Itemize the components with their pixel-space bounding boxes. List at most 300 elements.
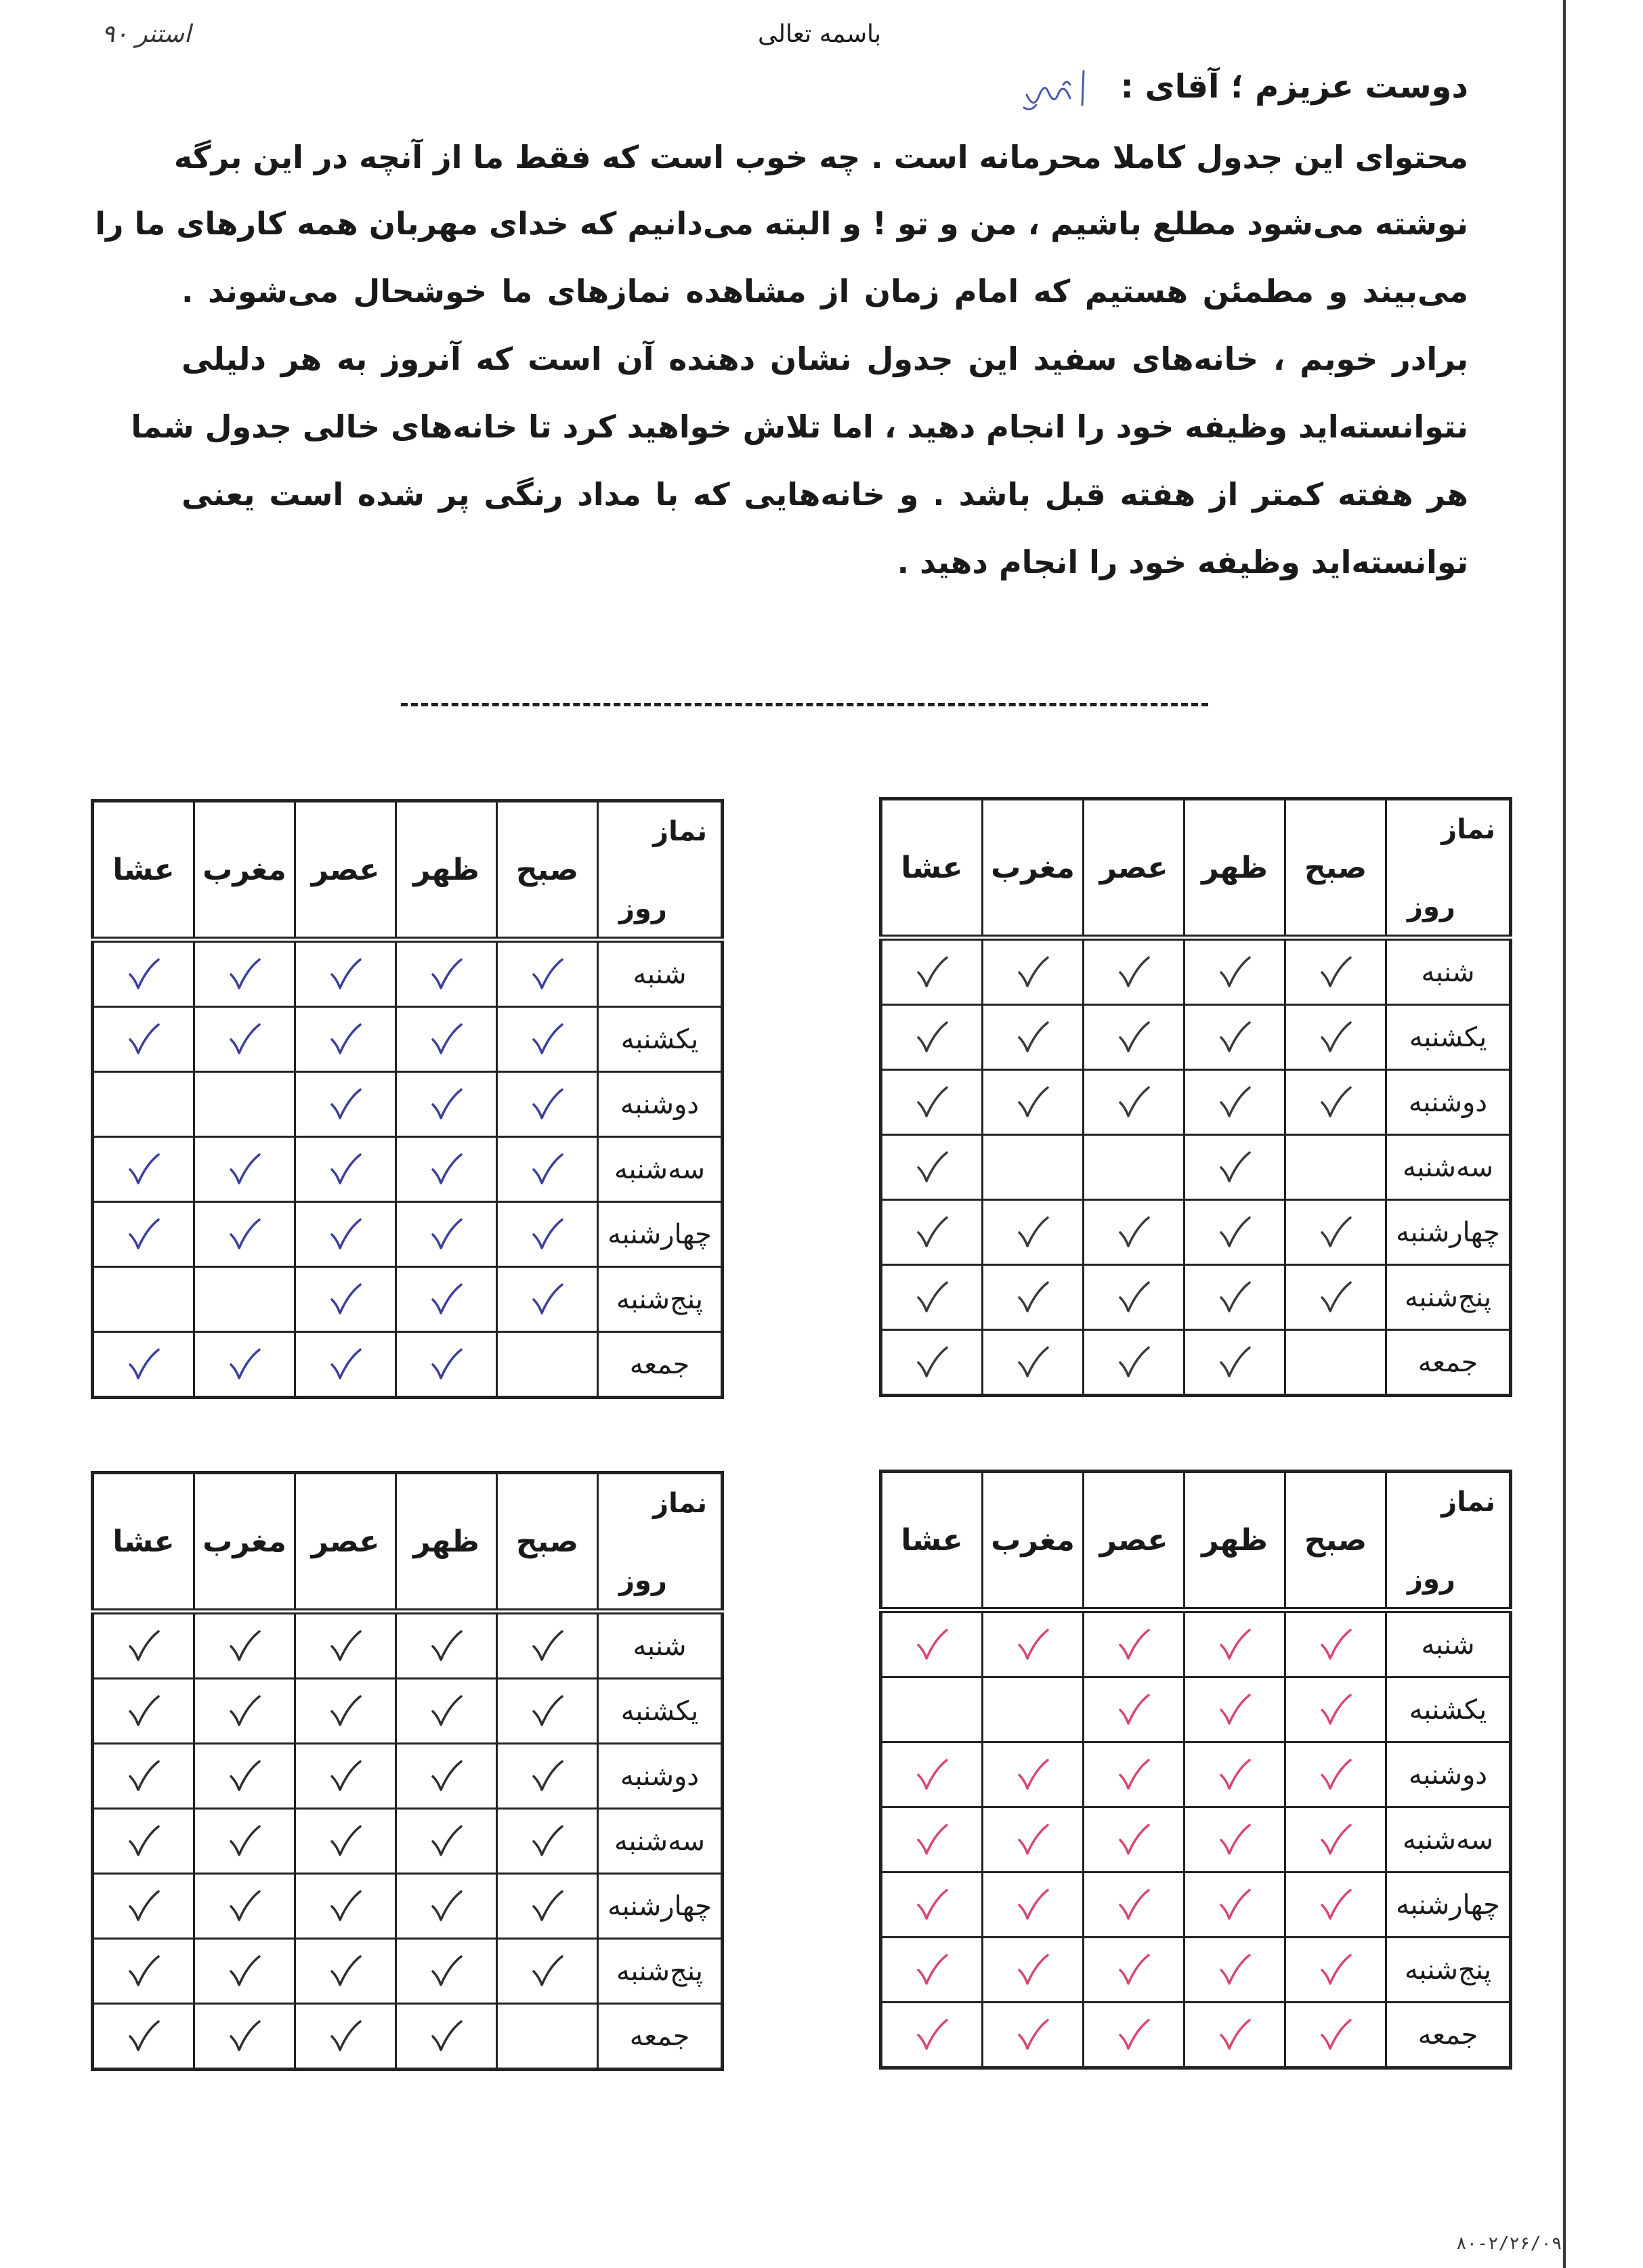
check-mark-icon [912,1885,952,1925]
table-row [93,1744,723,1809]
check-mark-icon [325,1149,366,1190]
prayer-mark-cell [983,2003,1084,2068]
table-row [93,1809,723,1874]
day-label-cell: دوشنبه [1386,1070,1511,1135]
check-mark-icon [1113,1625,1154,1665]
check-mark-icon [1113,1342,1154,1383]
table-row [93,1679,723,1744]
prayer-mark-cell [93,1874,194,1939]
day-label-cell: چهارشنبه [1386,1873,1511,1938]
prayer-mark-cell [1285,1265,1386,1330]
table-row [93,1202,723,1267]
day-label-cell: شنبه [598,1612,723,1679]
prayer-mark-cell [881,1200,983,1265]
prayer-mark-cell [497,940,598,1007]
prayer-mark-cell [983,1610,1084,1677]
prayer-mark-cell [295,1939,396,2004]
prayer-mark-cell [881,2003,983,2068]
check-mark-icon [325,1626,366,1667]
day-label-cell: سه‌شنبه [598,1809,723,1874]
check-mark-icon [527,1756,568,1797]
prayer-mark-cell [1285,1200,1386,1265]
prayer-mark-cell [497,2004,598,2070]
check-mark-icon [1113,1885,1154,1925]
prayer-mark-cell [1285,2003,1386,2068]
prayer-mark-cell [295,1267,396,1332]
day-label-cell: یکشنبه [598,1007,723,1072]
check-mark-icon [527,1951,568,1992]
check-mark-icon [1315,1277,1356,1318]
check-mark-icon [224,1886,265,1927]
check-mark-icon [912,2015,952,2055]
day-label-cell: دوشنبه [598,1072,723,1137]
prayer-mark-cell [1185,1677,1285,1742]
table-row [881,1610,1511,1677]
check-mark-icon [325,2016,366,2057]
day-label-cell: سه‌شنبه [1386,1807,1511,1873]
check-mark-icon [1113,1017,1154,1058]
table-row [93,1072,723,1137]
prayer-mark-cell [881,1807,983,1873]
check-mark-icon [1012,1082,1053,1123]
prayer-mark-cell [1185,1938,1285,2003]
prayer-mark-cell [1185,1610,1285,1677]
prayer-mark-cell [881,938,983,1005]
check-mark-icon [912,1950,952,1990]
corner-header-cell [598,1473,723,1612]
prayer-mark-cell [1084,2003,1185,2068]
prayer-mark-cell [396,1007,497,1072]
prayer-mark-cell [194,1612,295,1679]
table-row [881,1677,1511,1742]
prayer-mark-cell [1285,1677,1386,1742]
check-mark-icon [325,1084,366,1125]
paragraph-line-4: برادر خوبم ، خانه‌های سفید این جدول نشان دهنده آن است که آنروز به هر دلیلی [182,341,1468,377]
check-mark-icon [1214,1820,1255,1860]
prayer-mark-cell [497,1939,598,2004]
check-mark-icon [1113,1277,1154,1318]
check-mark-icon [1012,1950,1053,1990]
check-mark-icon [1214,1885,1255,1925]
handwritten-page-number: استنر ۹۰ [102,20,191,48]
prayer-header-cell: صبح [497,801,598,940]
check-mark-icon [224,1756,265,1797]
page-header-title: باسمه تعالی [757,20,882,48]
day-label-cell: سه‌شنبه [598,1137,723,1202]
prayer-mark-cell [983,1938,1084,2003]
check-mark-icon [1214,1147,1255,1188]
prayer-table-bottom-left [91,1471,724,2071]
day-label-cell: یکشنبه [1386,1677,1511,1742]
check-mark-icon [426,1756,467,1797]
day-label-cell: چهارشنبه [598,1874,723,1939]
check-mark-icon [325,1756,366,1797]
check-mark-icon [1214,1950,1255,1990]
check-mark-icon [1113,1690,1154,1730]
check-mark-icon [426,1886,467,1927]
check-mark-icon [1315,1755,1356,1795]
table-row [93,2004,723,2070]
check-mark-icon [325,1214,366,1255]
prayer-mark-cell [881,1873,983,1938]
check-mark-icon [123,1821,164,1862]
prayer-mark-cell [1285,1938,1386,2003]
prayer-header-cell: عصر [295,801,396,940]
check-mark-icon [1315,2015,1356,2055]
prayer-mark-cell [881,1135,983,1200]
handwritten-name-signature [1016,64,1090,119]
prayer-mark-cell [194,940,295,1007]
prayer-mark-cell [194,1202,295,1267]
prayer-mark-cell [396,1612,497,1679]
check-mark-icon [426,1279,467,1320]
prayer-mark-cell [1285,1330,1386,1396]
prayer-mark-cell [295,1137,396,1202]
day-label-cell: شنبه [1386,938,1511,1005]
check-mark-icon [1012,1277,1053,1318]
check-mark-icon [527,1886,568,1927]
check-mark-icon [527,1626,568,1667]
prayer-mark-cell [1185,1265,1285,1330]
corner-label-day: روز [619,1565,667,1596]
prayer-header-cell: عشا [93,1473,194,1612]
check-mark-icon [1012,1820,1053,1860]
prayer-mark-cell [295,1744,396,1809]
check-mark-icon [912,952,952,993]
check-mark-icon [224,1344,265,1385]
check-mark-icon [1113,1755,1154,1795]
prayer-mark-cell [194,1007,295,1072]
paragraph-line-1: محتوای این جدول کاملا محرمانه است . چه خوب است که فقط ما از آنچه در این برگه [173,139,1468,175]
prayer-mark-cell [396,940,497,1007]
check-mark-icon [527,1214,568,1255]
prayer-mark-cell [93,1612,194,1679]
prayer-mark-cell [1084,1610,1185,1677]
check-mark-icon [224,1019,265,1060]
check-mark-icon [1214,1342,1255,1383]
prayer-mark-cell [396,1679,497,1744]
prayer-mark-cell [1185,2003,1285,2068]
check-mark-icon [1214,1625,1255,1665]
prayer-mark-cell [93,1939,194,2004]
prayer-mark-cell [497,1332,598,1398]
prayer-header-cell: عصر [1084,1472,1185,1610]
day-label-cell: پنج‌شنبه [1386,1265,1511,1330]
check-mark-icon [1214,2015,1255,2055]
prayer-mark-cell [497,1007,598,1072]
check-mark-icon [224,2016,265,2057]
check-mark-icon [527,1149,568,1190]
prayer-mark-cell [1285,938,1386,1005]
table-row [881,1938,1511,2003]
check-mark-icon [426,1084,467,1125]
greeting-line: دوست عزیزم ؛ آقای : [1120,68,1468,106]
prayer-mark-cell [396,1137,497,1202]
table-row [93,1267,723,1332]
prayer-mark-cell [983,1135,1084,1200]
check-mark-icon [224,1951,265,1992]
check-mark-icon [1113,1082,1154,1123]
prayer-header-cell: ظهر [1185,1472,1285,1610]
prayer-mark-cell [983,1330,1084,1396]
table-row [93,1007,723,1072]
check-mark-icon [426,954,467,995]
prayer-mark-cell [295,1007,396,1072]
check-mark-icon [325,1344,366,1385]
check-mark-icon [1012,1212,1053,1253]
prayer-mark-cell [93,940,194,1007]
day-label-cell: جمعه [1386,2003,1511,2068]
check-mark-icon [325,1691,366,1732]
prayer-mark-cell [1084,1070,1185,1135]
table-row [881,1135,1511,1200]
check-mark-icon [123,1886,164,1927]
prayer-mark-cell [396,1072,497,1137]
prayer-mark-cell [93,1744,194,1809]
table-row [881,1265,1511,1330]
check-mark-icon [527,1019,568,1060]
prayer-mark-cell [1185,1005,1285,1070]
prayer-mark-cell [881,1265,983,1330]
check-mark-icon [325,954,366,995]
check-mark-icon [426,1626,467,1667]
prayer-mark-cell [497,1679,598,1744]
check-mark-icon [1315,952,1356,993]
prayer-mark-cell [396,1874,497,1939]
prayer-mark-cell [497,1874,598,1939]
prayer-header-cell: مغرب [983,799,1084,938]
check-mark-icon [1012,1755,1053,1795]
check-mark-icon [123,1756,164,1797]
prayer-mark-cell [497,1744,598,1809]
prayer-mark-cell [497,1072,598,1137]
prayer-mark-cell [881,1070,983,1135]
check-mark-icon [426,1149,467,1190]
day-label-cell: چهارشنبه [598,1202,723,1267]
prayer-mark-cell [497,1612,598,1679]
prayer-mark-cell [1084,938,1185,1005]
check-mark-icon [123,954,164,995]
prayer-mark-cell [93,1202,194,1267]
prayer-mark-cell [1285,1807,1386,1873]
check-mark-icon [224,954,265,995]
check-mark-icon [1012,952,1053,993]
dashed-divider [401,703,1208,706]
prayer-mark-cell [194,2004,295,2070]
prayer-mark-cell [396,1332,497,1398]
check-mark-icon [1315,1082,1356,1123]
check-mark-icon [426,1214,467,1255]
prayer-mark-cell [881,1938,983,2003]
prayer-mark-cell [1084,1677,1185,1742]
check-mark-icon [123,1149,164,1190]
prayer-mark-cell [983,1070,1084,1135]
check-mark-icon [1315,1212,1356,1253]
table-row [881,938,1511,1005]
page-border [1563,0,1566,2268]
check-mark-icon [912,1017,952,1058]
check-mark-icon [224,1691,265,1732]
prayer-mark-cell [1185,1873,1285,1938]
prayer-mark-cell [497,1267,598,1332]
prayer-mark-cell [881,1742,983,1807]
check-mark-icon [1214,1690,1255,1730]
check-mark-icon [224,1626,265,1667]
paragraph-line-6: هر هفته کمتر از هفته قبل باشد . و خانه‌هایی که با مداد رنگی پر شده است یعنی [182,476,1468,513]
check-mark-icon [1012,1885,1053,1925]
table-header-row [93,801,723,940]
check-mark-icon [912,1820,952,1860]
check-mark-icon [527,954,568,995]
prayer-mark-cell [881,1005,983,1070]
prayer-mark-cell [396,1809,497,1874]
prayer-header-cell: ظهر [396,1473,497,1612]
prayer-mark-cell [93,1809,194,1874]
check-mark-icon [1214,1277,1255,1318]
day-label-cell: یکشنبه [1386,1005,1511,1070]
check-mark-icon [1113,1820,1154,1860]
table-row [881,1005,1511,1070]
prayer-header-cell: عصر [295,1473,396,1612]
prayer-mark-cell [1185,1200,1285,1265]
corner-label-prayer: نماز [1441,814,1495,845]
check-mark-icon [912,1625,952,1665]
table-row [93,1874,723,1939]
corner-header-cell [1386,1472,1511,1610]
prayer-mark-cell [93,1072,194,1137]
day-label-cell: جمعه [598,1332,723,1398]
check-mark-icon [123,1951,164,1992]
check-mark-icon [1214,1755,1255,1795]
check-mark-icon [1012,2015,1053,2055]
prayer-mark-cell [1185,1070,1285,1135]
prayer-mark-cell [1185,1330,1285,1396]
check-mark-icon [912,1277,952,1318]
prayer-header-cell: مغرب [194,801,295,940]
prayer-mark-cell [1084,1135,1185,1200]
prayer-mark-cell [194,1809,295,1874]
check-mark-icon [1315,1950,1356,1990]
prayer-header-cell: عشا [881,799,983,938]
check-mark-icon [123,1214,164,1255]
prayer-mark-cell [497,1809,598,1874]
corner-label-day: روز [1407,891,1455,922]
prayer-mark-cell [93,1332,194,1398]
prayer-mark-cell [983,1873,1084,1938]
prayer-header-cell: ظهر [396,801,497,940]
check-mark-icon [224,1214,265,1255]
check-mark-icon [1012,1625,1053,1665]
table-row [881,1330,1511,1396]
table-header-row [881,1472,1511,1610]
prayer-header-cell: عصر [1084,799,1185,938]
prayer-mark-cell [983,1200,1084,1265]
check-mark-icon [1315,1885,1356,1925]
table-header-row [881,799,1511,938]
prayer-header-cell: عشا [881,1472,983,1610]
check-mark-icon [123,1626,164,1667]
table-row [881,1742,1511,1807]
table-row [881,2003,1511,2068]
check-mark-icon [123,1019,164,1060]
prayer-mark-cell [93,1137,194,1202]
prayer-header-cell: صبح [1285,1472,1386,1610]
paragraph-line-3: می‌بیند و مطمئن هستیم که امام زمان از مشاهده نمازهای ما خوشحال می‌شوند . [182,273,1468,309]
check-mark-icon [527,1084,568,1125]
check-mark-icon [426,1691,467,1732]
check-mark-icon [426,1951,467,1992]
prayer-header-cell: صبح [1285,799,1386,938]
prayer-mark-cell [194,1267,295,1332]
check-mark-icon [1214,1082,1255,1123]
check-mark-icon [1113,2015,1154,2055]
day-label-cell: چهارشنبه [1386,1200,1511,1265]
corner-label-prayer: نماز [1441,1486,1495,1518]
table-row [881,1873,1511,1938]
prayer-mark-cell [1084,1742,1185,1807]
prayer-mark-cell [93,2004,194,2070]
corner-label-day: روز [1407,1564,1455,1595]
prayer-header-cell: مغرب [983,1472,1084,1610]
prayer-mark-cell [1084,1200,1185,1265]
check-mark-icon [912,1755,952,1795]
corner-label-day: روز [619,893,667,924]
prayer-mark-cell [1285,1070,1386,1135]
check-mark-icon [527,1279,568,1320]
check-mark-icon [1012,1017,1053,1058]
day-label-cell: شنبه [598,940,723,1007]
table-row [881,1807,1511,1873]
day-label-cell: پنج‌شنبه [598,1939,723,2004]
prayer-mark-cell [396,1267,497,1332]
check-mark-icon [1315,1690,1356,1730]
check-mark-icon [1315,1017,1356,1058]
check-mark-icon [1214,1017,1255,1058]
prayer-mark-cell [93,1267,194,1332]
prayer-mark-cell [396,1202,497,1267]
prayer-mark-cell [1084,1330,1185,1396]
check-mark-icon [1113,1212,1154,1253]
paragraph-line-5: نتوانسته‌اید وظیفه خود را انجام دهید ، اما تلاش خواهید کرد تا خانه‌های خالی جدول شما [131,408,1468,445]
prayer-mark-cell [881,1330,983,1396]
prayer-mark-cell [295,1809,396,1874]
prayer-mark-cell [295,1679,396,1744]
check-mark-icon [123,1691,164,1732]
prayer-mark-cell [93,1007,194,1072]
table-row [881,1070,1511,1135]
prayer-mark-cell [1185,1742,1285,1807]
check-mark-icon [325,1279,366,1320]
prayer-mark-cell [194,1137,295,1202]
day-label-cell: جمعه [598,2004,723,2070]
check-mark-icon [1214,1212,1255,1253]
check-mark-icon [1113,952,1154,993]
prayer-header-cell: مغرب [194,1473,295,1612]
prayer-mark-cell [396,1939,497,2004]
check-mark-icon [1113,1950,1154,1990]
prayer-mark-cell [93,1679,194,1744]
prayer-mark-cell [295,940,396,1007]
prayer-mark-cell [1185,938,1285,1005]
prayer-mark-cell [295,1874,396,1939]
table-row [881,1200,1511,1265]
table-row [93,1939,723,2004]
table-row [93,1137,723,1202]
prayer-mark-cell [1285,1873,1386,1938]
prayer-mark-cell [1084,1807,1185,1873]
check-mark-icon [426,2016,467,2057]
prayer-mark-cell [1084,1005,1185,1070]
